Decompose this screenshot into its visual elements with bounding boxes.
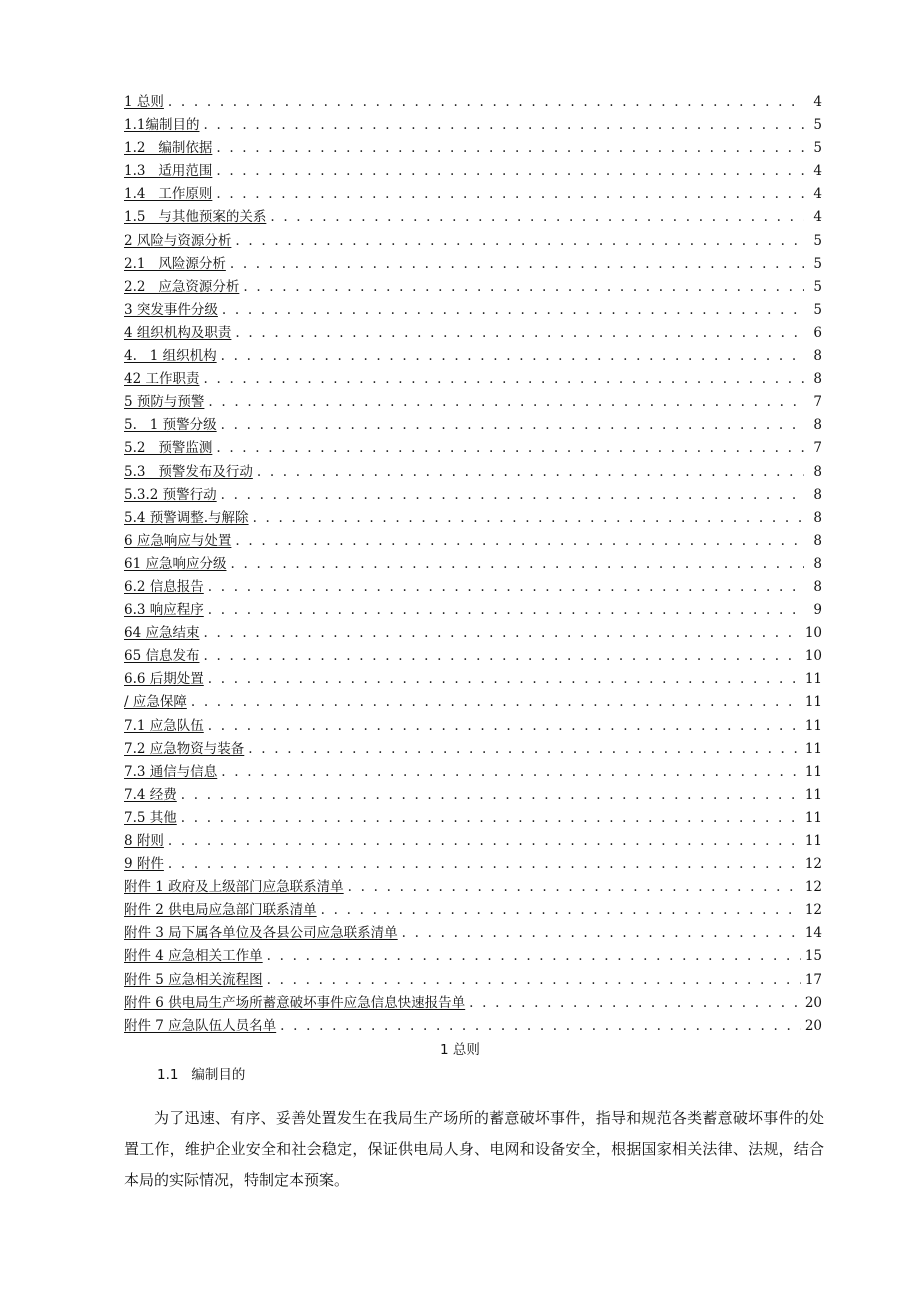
toc-leader-dots	[270, 206, 804, 229]
toc-entry[interactable]	[124, 715, 822, 738]
toc-entry-label[interactable]: / 应急保障	[124, 694, 187, 711]
toc-entry[interactable]	[124, 345, 822, 368]
toc-entry-label[interactable]: 65 信息发布	[124, 648, 200, 665]
toc-leader-dots	[235, 230, 804, 253]
toc-entry[interactable]	[124, 183, 822, 206]
toc-entry[interactable]	[124, 253, 822, 276]
toc-entry[interactable]	[124, 645, 822, 668]
toc-entry-page-number: 8	[813, 555, 822, 572]
toc-leader-dots	[267, 945, 801, 968]
toc-entry-label[interactable]: 7.3 通信与信息	[124, 763, 218, 780]
toc-entry-page-number: 8	[813, 532, 822, 549]
toc-entry-label[interactable]: 2.1 风险源分析	[124, 255, 226, 272]
toc-entry-page-number: 8	[813, 578, 822, 595]
toc-entry-page-number: 15	[804, 948, 822, 965]
toc-leader-dots	[222, 299, 804, 322]
toc-entry-label[interactable]: 6.3 响应程序	[124, 602, 204, 619]
toc-entry-page-number: 4	[813, 94, 822, 110]
toc-leader-dots	[235, 322, 804, 345]
toc-leader-dots	[248, 738, 801, 761]
toc-entry-page-number: 8	[813, 463, 822, 480]
toc-entry-label[interactable]: 8 附则	[124, 833, 164, 849]
toc-entry-page-number: 6	[813, 324, 822, 341]
toc-leader-dots	[221, 414, 804, 437]
toc-entry-label[interactable]: 附件 6 供电局生产场所蓄意破坏事件应急信息快速报告单	[124, 994, 466, 1011]
toc-entry[interactable]	[124, 368, 822, 391]
toc-entry-label[interactable]: 4. 1 组织机构	[124, 348, 217, 365]
toc-leader-dots	[203, 114, 804, 137]
toc-leader-dots	[221, 761, 801, 784]
toc-leader-dots	[230, 253, 804, 276]
toc-entry-label[interactable]: 7.5 其他	[124, 809, 177, 826]
table-of-contents	[124, 91, 822, 1038]
toc-leader-dots	[216, 137, 804, 160]
toc-leader-dots	[168, 853, 801, 876]
toc-entry-label[interactable]: 1.1编制目的	[124, 117, 200, 134]
toc-entry[interactable]	[124, 599, 822, 622]
subsection-heading: 1.1 编制目的	[157, 1067, 246, 1083]
toc-entry-page-number: 7	[813, 440, 822, 457]
toc-entry-page-number: 20	[804, 1017, 822, 1034]
toc-entry-label[interactable]: 5.3.2 预警行动	[124, 486, 217, 503]
toc-entry[interactable]	[124, 830, 822, 853]
toc-leader-dots	[181, 807, 801, 830]
toc-leader-dots	[203, 368, 804, 391]
toc-leader-dots	[208, 391, 804, 414]
toc-entry-label[interactable]: 附件 2 供电局应急部门联系清单	[124, 902, 317, 919]
toc-entry[interactable]	[124, 91, 822, 114]
toc-entry[interactable]	[124, 484, 822, 507]
toc-entry-page-number: 11	[804, 809, 822, 826]
toc-entry-label[interactable]: 6.6 后期处置	[124, 671, 204, 688]
toc-leader-dots	[216, 183, 804, 206]
toc-leader-dots	[216, 160, 804, 183]
toc-entry-page-number: 4	[813, 209, 822, 226]
toc-leader-dots	[321, 899, 801, 922]
toc-entry-label[interactable]: 3 突发事件分级	[124, 301, 218, 318]
toc-entry[interactable]	[124, 899, 822, 922]
toc-entry[interactable]	[124, 206, 822, 229]
toc-entry-page-number: 8	[813, 348, 822, 365]
toc-entry-page-number: 7	[813, 394, 822, 411]
toc-entry-label[interactable]: 附件 1 政府及上级部门应急联系清单	[124, 879, 344, 896]
toc-entry-page-number: 4	[813, 186, 822, 203]
toc-entry-label[interactable]: 1.3 适用范围	[124, 163, 213, 180]
toc-entry[interactable]	[124, 622, 822, 645]
toc-leader-dots	[168, 91, 804, 114]
toc-entry[interactable]	[124, 137, 822, 160]
toc-leader-dots	[243, 276, 804, 299]
toc-entry[interactable]	[124, 553, 822, 576]
toc-entry-page-number: 11	[804, 717, 822, 734]
toc-entry-page-number: 12	[804, 856, 822, 873]
toc-entry[interactable]	[124, 461, 822, 484]
toc-entry[interactable]	[124, 391, 822, 414]
toc-leader-dots	[208, 599, 804, 622]
toc-entry[interactable]	[124, 230, 822, 253]
toc-entry[interactable]	[124, 276, 822, 299]
toc-leader-dots	[469, 992, 801, 1015]
toc-entry-label[interactable]: 1.2 编制依据	[124, 140, 213, 157]
toc-leader-dots	[402, 922, 801, 945]
toc-entry-page-number: 11	[804, 763, 822, 780]
toc-entry[interactable]	[124, 322, 822, 345]
toc-entry-page-number: 11	[804, 694, 822, 711]
toc-entry-page-number: 20	[804, 994, 822, 1011]
toc-entry-label[interactable]: 1 总则	[124, 94, 164, 110]
toc-leader-dots	[191, 691, 801, 714]
toc-entry-page-number: 5	[813, 301, 822, 318]
toc-entry-label[interactable]: 4 组织机构及职责	[124, 324, 232, 341]
toc-entry-page-number: 5	[813, 278, 822, 295]
toc-entry-page-number: 4	[813, 163, 822, 180]
toc-entry[interactable]	[124, 576, 822, 599]
toc-entry-page-number: 11	[804, 786, 822, 803]
toc-entry-label[interactable]: 6.2 信息报告	[124, 578, 204, 595]
toc-entry-page-number: 8	[813, 486, 822, 503]
toc-leader-dots	[216, 437, 804, 460]
toc-entry-page-number: 14	[804, 925, 822, 942]
toc-leader-dots	[203, 645, 800, 668]
toc-entry-label[interactable]: 5.4 预警调整.与解除	[124, 509, 249, 526]
toc-entry-label[interactable]: 附件 3 局下属各单位及各县公司应急联系清单	[124, 925, 398, 942]
toc-leader-dots	[253, 507, 804, 530]
toc-entry-label[interactable]: 7.2 应急物资与装备	[124, 740, 245, 757]
toc-entry[interactable]	[124, 969, 822, 992]
toc-entry-label[interactable]: 2 风险与资源分析	[124, 232, 232, 249]
toc-entry-label[interactable]: 1.4 工作原则	[124, 186, 213, 203]
toc-entry-label[interactable]: 附件 7 应急队伍人员名单	[124, 1017, 277, 1034]
toc-entry-label[interactable]: 5 预防与预警	[124, 394, 205, 411]
toc-entry[interactable]	[124, 437, 822, 460]
toc-entry[interactable]	[124, 761, 822, 784]
toc-entry[interactable]	[124, 530, 822, 553]
toc-entry-page-number: 10	[804, 648, 822, 665]
toc-entry-label[interactable]: 5.2 预警监测	[124, 440, 213, 457]
toc-leader-dots	[168, 830, 801, 853]
toc-leader-dots	[203, 622, 800, 645]
toc-entry[interactable]	[124, 807, 822, 830]
toc-leader-dots	[208, 715, 801, 738]
toc-entry[interactable]	[124, 160, 822, 183]
toc-entry-page-number: 5	[813, 117, 822, 134]
toc-entry[interactable]	[124, 853, 822, 876]
toc-entry-page-number: 8	[813, 509, 822, 526]
toc-entry[interactable]	[124, 738, 822, 761]
toc-entry[interactable]	[124, 668, 822, 691]
toc-leader-dots	[221, 484, 804, 507]
toc-leader-dots	[235, 530, 804, 553]
toc-entry-page-number: 17	[804, 971, 822, 988]
section-heading: 1 总则	[440, 1042, 480, 1058]
toc-entry-page-number: 12	[804, 879, 822, 896]
toc-entry[interactable]	[124, 876, 822, 899]
toc-entry-page-number: 11	[804, 671, 822, 688]
toc-entry[interactable]	[124, 299, 822, 322]
toc-entry[interactable]	[124, 507, 822, 530]
toc-entry-page-number: 11	[804, 740, 822, 757]
toc-leader-dots	[230, 553, 804, 576]
toc-entry-label[interactable]: 7.4 经费	[124, 786, 177, 803]
toc-leader-dots	[208, 576, 804, 599]
body-paragraph: 为了迅速、有序、妥善处置发生在我局生产场所的蓄意破坏事件，指导和规范各类蓄意破坏事件的处置工作，维护企业安全和社会稳定，保证供电局人身、电网和设备安全，根据国家相关法律、法规，结合本局的实际情况，特制定本预案。	[124, 1109, 824, 1189]
toc-entry[interactable]	[124, 922, 822, 945]
toc-entry[interactable]	[124, 945, 822, 968]
toc-leader-dots	[181, 784, 801, 807]
toc-entry[interactable]	[124, 414, 822, 437]
toc-entry-page-number: 9	[813, 602, 822, 619]
toc-entry-page-number: 5	[813, 140, 822, 157]
toc-entry[interactable]	[124, 992, 822, 1015]
toc-entry[interactable]	[124, 114, 822, 137]
toc-entry-page-number: 5	[813, 232, 822, 249]
toc-entry-label[interactable]: 61 应急响应分级	[124, 555, 227, 572]
toc-entry-label[interactable]: 5. 1 预警分级	[124, 417, 217, 434]
toc-entry-label[interactable]: 42 工作职责	[124, 371, 200, 388]
toc-entry-label[interactable]: 1.5 与其他预案的关系	[124, 209, 267, 226]
toc-entry-label[interactable]: 7.1 应急队伍	[124, 717, 204, 734]
toc-leader-dots	[280, 1015, 801, 1038]
toc-entry-page-number: 12	[804, 902, 822, 919]
toc-leader-dots	[221, 345, 804, 368]
toc-entry-page-number: 8	[813, 371, 822, 388]
toc-leader-dots	[267, 969, 801, 992]
toc-leader-dots	[257, 461, 804, 484]
toc-entry[interactable]	[124, 1015, 822, 1038]
toc-entry-label[interactable]: 6 应急响应与处置	[124, 532, 232, 549]
toc-entry-page-number: 11	[804, 833, 822, 849]
toc-entry-label[interactable]: 64 应急结束	[124, 625, 200, 642]
toc-entry-page-number: 5	[813, 255, 822, 272]
toc-entry[interactable]	[124, 691, 822, 714]
toc-entry[interactable]	[124, 784, 822, 807]
toc-entry-label[interactable]: 2.2 应急资源分析	[124, 278, 240, 295]
toc-entry-label[interactable]: 附件 4 应急相关工作单	[124, 948, 263, 965]
toc-leader-dots	[208, 668, 801, 691]
toc-entry-label[interactable]: 5.3 预警发布及行动	[124, 463, 253, 480]
toc-entry-page-number: 8	[813, 417, 822, 434]
toc-entry-label[interactable]: 附件 5 应急相关流程图	[124, 971, 263, 988]
toc-leader-dots	[348, 876, 801, 899]
toc-entry-page-number: 10	[804, 625, 822, 642]
toc-entry-label[interactable]: 9 附件	[124, 856, 164, 873]
